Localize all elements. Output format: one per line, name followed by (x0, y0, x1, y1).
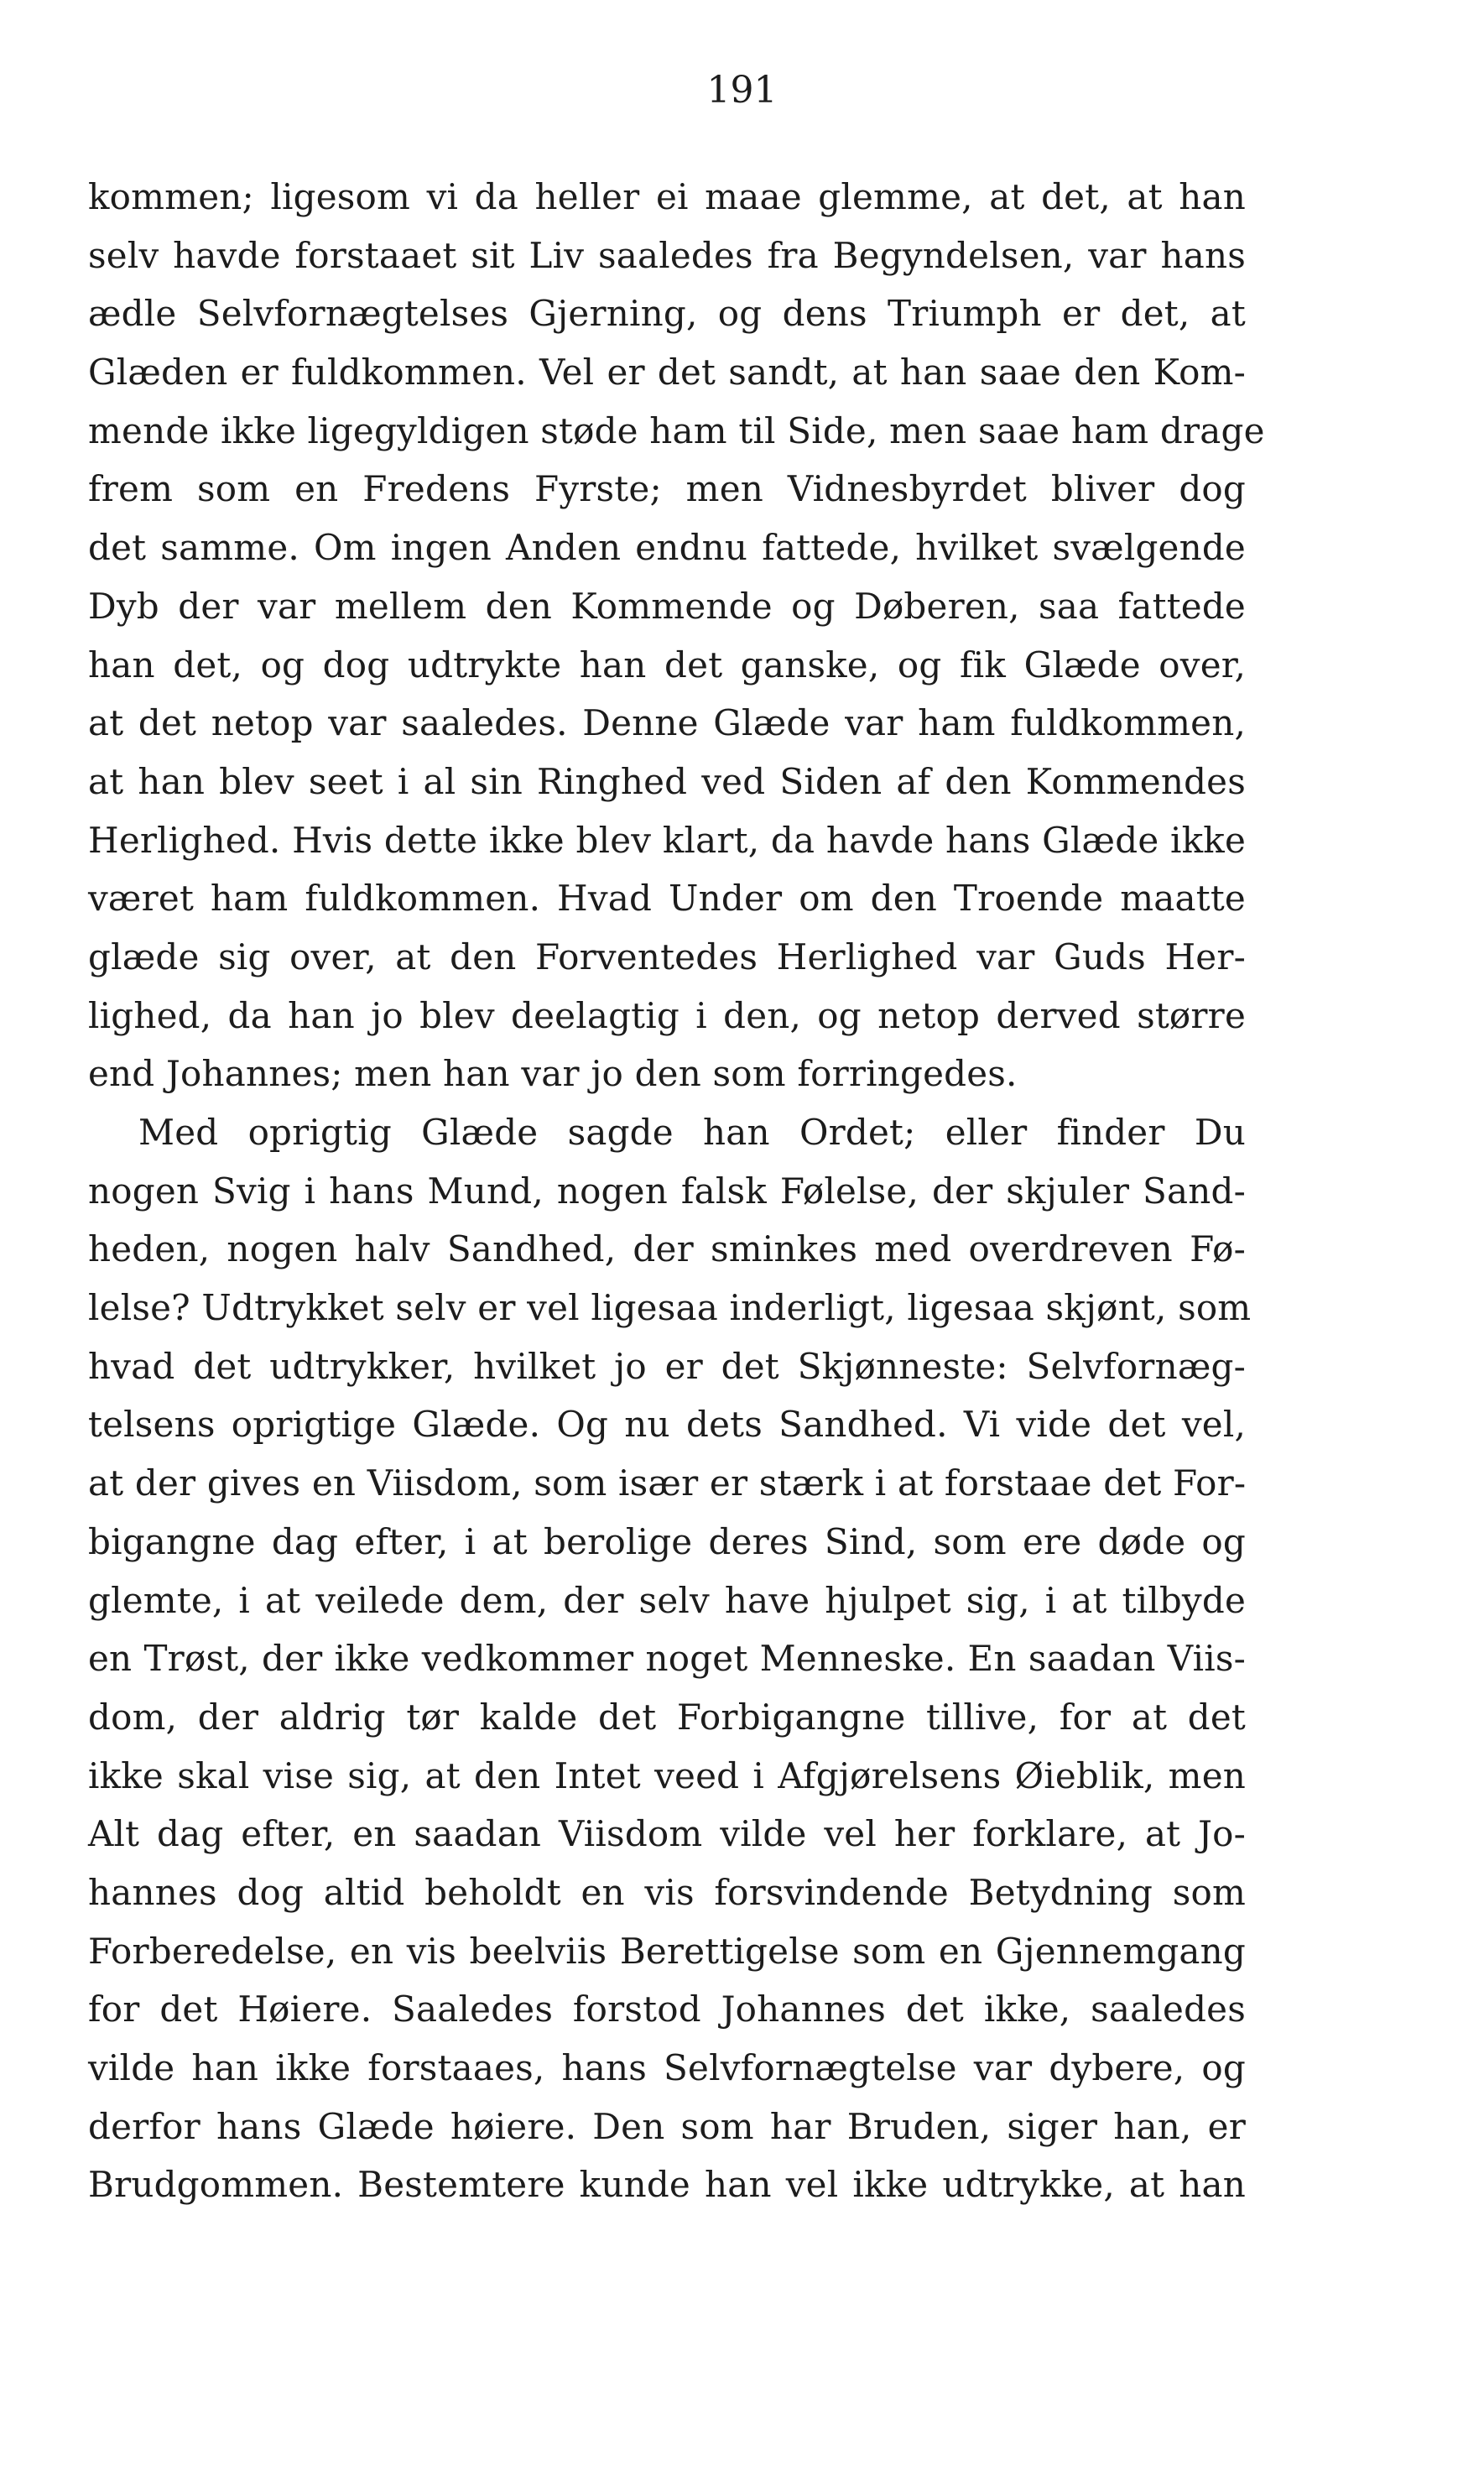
text-line: lighed, da han jo blev deelagtig i den, og netop derved større (88, 994, 1246, 1036)
text-line: mende ikke ligegyldigen støde ham til Side, men saae ham drage (88, 409, 1265, 451)
text-line: selv havde forstaaet sit Liv saaledes fra Begyndelsen, var hans (88, 234, 1246, 276)
text-line: en Trøst, der ikke vedkommer noget Menneske. En saadan Viis- (88, 1638, 1246, 1680)
text-line: telsens oprigtige Glæde. Og nu dets Sandhed. Vi vide det vel, (88, 1404, 1246, 1446)
text-line: glemte, i at veilede dem, der selv have hjulpet sig, i at tilbyde (88, 1579, 1246, 1621)
page-number: 191 (706, 69, 778, 112)
text-line: Alt dag efter, en saadan Viisdom vilde vel her forklare, at Jo- (88, 1813, 1246, 1855)
text-line: været ham fuldkommen. Hvad Under om den Troende maatte (88, 878, 1246, 920)
paragraph-start-line: Med oprigtig Glæde sagde han Ordet; eller finder Du (138, 1112, 1246, 1153)
text-line: lelse? Udtrykket selv er vel ligesaa inderligt, ligesaa skjønt, som (88, 1287, 1252, 1329)
paragraph-end-line: end Johannes; men han var jo den som forringedes. (88, 1053, 1018, 1095)
text-line: at det netop var saaledes. Denne Glæde var ham fuldkommen, (88, 702, 1246, 744)
text-line: Dyb der var mellem den Kommende og Døberen, saa fattede (88, 585, 1246, 627)
text-line: vilde han ikke forstaaes, hans Selvfornægtelse var dybere, og (88, 2047, 1246, 2088)
text-line: Forberedelse, en vis beelviis Berettigelse som en Gjennemgang (88, 1930, 1246, 1972)
text-line: derfor hans Glæde høiere. Den som har Bruden, siger han, er (88, 2105, 1246, 2147)
text-line: glæde sig over, at den Forventedes Herlighed var Guds Her- (88, 936, 1246, 977)
text-line: Glæden er fuldkommen. Vel er det sandt, at han saae den Kom- (88, 352, 1246, 394)
text-line: ædle Selvfornægtelses Gjerning, og dens Triumph er det, at (88, 293, 1246, 335)
text-line: heden, nogen halv Sandhed, der sminkes med overdreven Fø- (88, 1228, 1246, 1270)
text-line: hannes dog altid beholdt en vis forsvindende Betydning som (88, 1871, 1246, 1913)
text-line: det samme. Om ingen Anden endnu fattede, hvilket svælgende (88, 527, 1246, 569)
text-line: at han blev seet i al sin Ringhed ved Siden af den Kommendes (88, 760, 1246, 802)
text-line: at der gives en Viisdom, som især er stærk i at forstaae det For- (88, 1462, 1247, 1504)
text-line: dom, der aldrig tør kalde det Forbigangne tillive, for at det (88, 1696, 1246, 1738)
text-line: hvad det udtrykker, hvilket jo er det Skjønneste: Selvfornæg- (88, 1345, 1246, 1387)
text-line: han det, og dog udtrykte han det ganske, og fik Glæde over, (88, 644, 1246, 685)
text-line: kommen; ligesom vi da heller ei maae glemme, at det, at han (88, 176, 1246, 217)
text-line: Herlighed. Hvis dette ikke blev klart, da havde hans Glæde ikke (88, 819, 1246, 861)
text-line: nogen Svig i hans Mund, nogen falsk Følelse, der skjuler Sand- (88, 1170, 1246, 1212)
text-line: ikke skal vise sig, at den Intet veed i Afgjørelsens Øieblik, men (88, 1754, 1246, 1796)
text-line: bigangne dag efter, i at berolige deres Sind, som ere døde og (88, 1520, 1246, 1562)
text-line: for det Høiere. Saaledes forstod Johannes det ikke, saaledes (88, 1989, 1246, 2030)
body-text (88, 168, 1265, 2214)
text-line: frem som en Fredens Fyrste; men Vidnesbyrdet bliver dog (88, 468, 1246, 510)
text-line: Brudgommen. Bestemtere kunde han vel ikke udtrykke, at han (88, 2164, 1246, 2206)
